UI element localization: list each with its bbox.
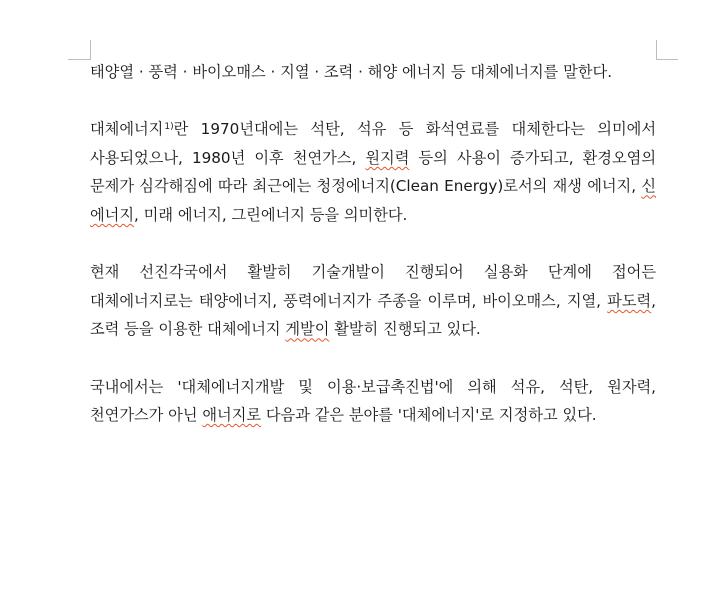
spelling-error-word[interactable]: 파도력 [607, 291, 652, 310]
document-body[interactable] [90, 58, 656, 458]
spelling-error-word[interactable]: 원지력 [365, 148, 410, 167]
spelling-error-word[interactable]: 게발이 [285, 320, 330, 339]
paragraph-4 [90, 373, 656, 430]
text-run: 대체에너지 [90, 120, 164, 139]
text-run: 란 1970년대에는 석탄, 석유 등 화석연료를 대체한다는 의미에서 사용되었으나, 1980년 이후 천연가스, [90, 120, 656, 167]
text-run: 국내에서는 '대체에너지개발 및 이용·보급촉진법'에 의해 석유, 석탄, 원자력, 천연가스가 아닌 [90, 377, 656, 425]
crop-mark-top-left-vertical [90, 40, 91, 60]
footnote-reference[interactable]: 1) [164, 122, 174, 133]
text-run: 현재 선진각국에서 활발히 기술개발이 진행되어 실용화 단계에 접어든 대체에너지로는 태양에너지, 풍력에너지가 주종을 이루며, 바이오매스, 지열, [90, 263, 656, 310]
crop-mark-top-right-vertical [656, 40, 657, 60]
crop-mark-top-left-horizontal [68, 59, 90, 60]
paragraph-2 [90, 115, 656, 229]
text-run: 활발히 진행되고 있다. [329, 320, 481, 339]
text-run: , 조력 등을 이용한 대체에너지 [90, 291, 656, 339]
spelling-error-word[interactable]: 애너지로 [202, 406, 262, 425]
paragraph-1 [90, 58, 656, 87]
text-run: 등의 사용이 증가되고, 환경오염의 문제가 심각해짐에 따라 최근에는 청정에너지(Clean Energy)로서의 재생 에너지, [90, 148, 656, 196]
text-run: 다음과 같은 분야를 '대체에너지'로 지정하고 있다. [261, 406, 597, 425]
spelling-error-word[interactable]: 신 에너지 [90, 177, 656, 224]
text-run: , 미래 에너지, 그린에너지 등을 의미한다. [134, 205, 408, 224]
paragraph-3 [90, 258, 656, 344]
text-run: 태양열 · 풍력 · 바이오매스 · 지열 · 조력 · 해양 에너지 등 대체에너지를 말한다. [90, 63, 613, 81]
crop-mark-top-right-horizontal [656, 59, 678, 60]
